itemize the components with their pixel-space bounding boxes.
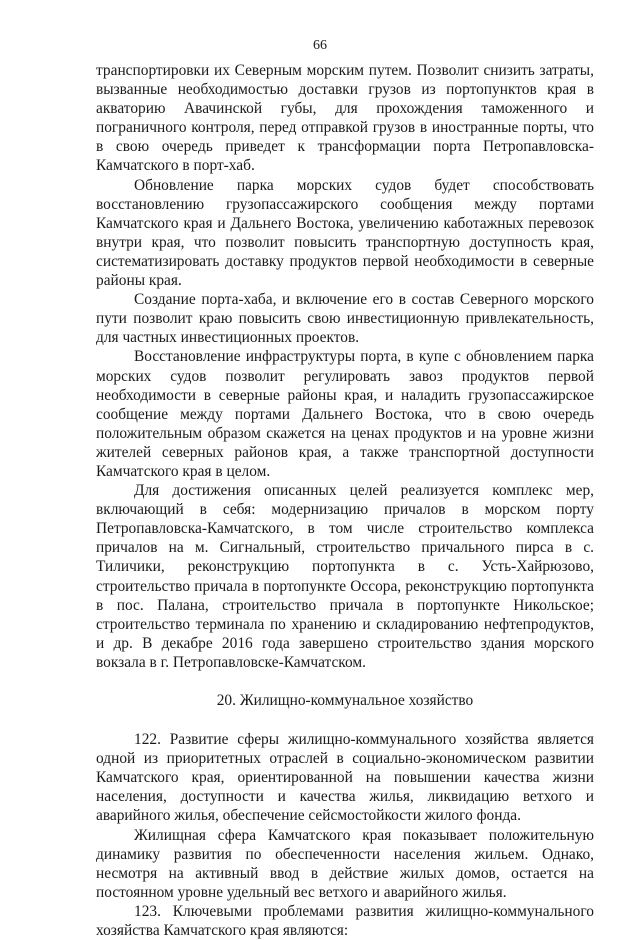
paragraph-measures: Для достижения описанных целей реализуется комплекс мер, включающий в себя: модернизацию причалов в морском порту Петропавловска-Камчатского, в том числе строительство комплекса причалов на м. Сигнальный, строительство причального пирса в с. Тиличики, реконструкцию портопункта в с. Усть-Хайрюзово, строительство причала в портопункте Оссора, реконструкцию портопункта в пос. Палана, строительство причала в портопункте Никольское; строительство терминала по хранению и складированию нефтепродуктов, и др. В декабре 2016 года завершено строительство здания морского вокзала в г. Петропавловске-Камчатском. [96,482,594,671]
paragraph-continuation: транспортировки их Северным морским путем. Позволит снизить затраты, вызванные необходимостью доставки грузов из портопунктов края в акваторию Авачинской губы, для прохождения таможенного и пограничного контроля, перед отправкой грузов в иностранные порты, что в свою очередь приведет к трансформации порта Петропавловска-Камчатского в порт-хаб. [96,62,594,175]
paragraph-housing-dynamics: Жилищная сфера Камчатского края показывает положительную динамику развития по обеспеченности населения жильем. Однако, несмотря на активный ввод в действие жилых домов, остается на постоянном уровне удельный вес ветхого и аварийного жилья. [96,826,594,901]
document-body [96,61,594,940]
paragraph-fleet-renewal: Обновление парка морских судов будет способствовать восстановлению грузопассажирского сообщения между портами Камчатского края и Дальнего Востока, увеличению каботажных перевозок внутри края, что позволит повысить транспортную доступность края, систематизировать доставку продуктов первой необходимости в северные районы края. [96,176,594,290]
paragraph-123: 123. Ключевыми проблемами развития жилищно-коммунального хозяйства Камчатского края являются: [96,902,594,940]
paragraph-port-hub: Создание порта-хаба, и включение его в состав Северного морского пути позволит краю повысить свою инвестиционную привлекательность, для частных инвестиционных проектов. [96,291,594,347]
section-heading: 20. Жилищно-коммунальное хозяйство [216,692,474,709]
page-number: 66 [313,38,327,53]
paragraph-122: 122. Развитие сферы жилищно-коммунального хозяйства является одной из приоритетных отраслей в социально-экономическом развитии Камчатского края, ориентированной на повышении качества жизни населения, доступности и качества жилья, ликвидацию ветхого и аварийного жилья, обеспечение сейсмостойкости жилого фонда. [96,731,594,825]
paragraph-infrastructure: Восстановление инфраструктуры порта, в купе с обновлением парка морских судов позволит регулировать завоз продуктов первой необходимости в северные районы края, и наладить грузопассажирское сообщение между портами Дальнего Востока, что в свою очередь положительным образом скажется на ценах продуктов и на уровне жизни жителей северных районов края, а также транспортной доступности Камчатского края в целом. [96,348,594,480]
